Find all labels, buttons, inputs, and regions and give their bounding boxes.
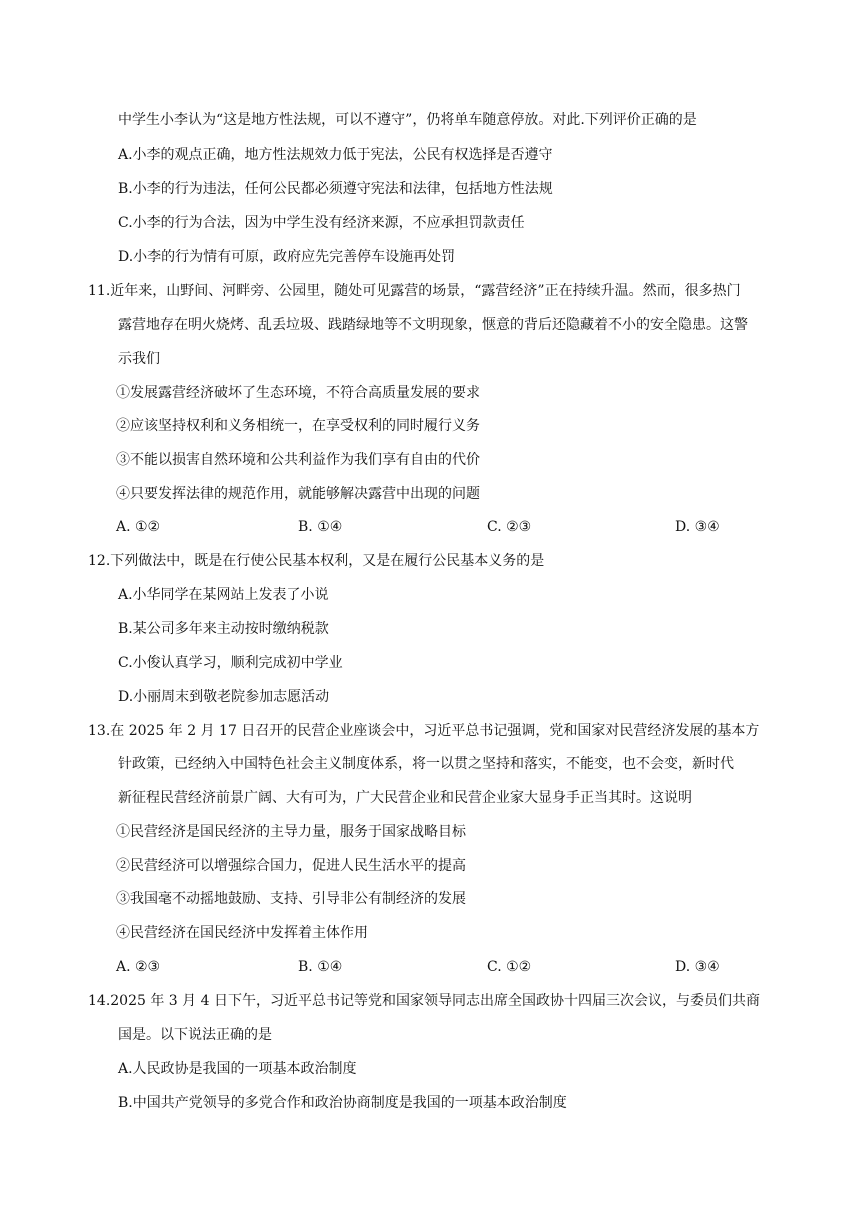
- q11-choice-b: B. ①④: [298, 519, 343, 535]
- q13-statement-1: ①民营经济是国民经济的主导力量，服务于国家战略目标: [116, 824, 466, 840]
- q14-option-b: B.中国共产党领导的多党合作和政治协商制度是我国的一项基本政治制度: [118, 1095, 567, 1111]
- q13-statement-2: ②民营经济可以增强综合国力，促进人民生活水平的提高: [116, 858, 466, 874]
- q11-choice-d: D. ③④: [675, 519, 720, 535]
- q13-choice-d: D. ③④: [675, 959, 720, 975]
- q13-statement-4: ④民营经济在国民经济中发挥着主体作用: [116, 925, 368, 941]
- q13-stem-line-3: 新征程民营经济前景广阔、大有可为，广大民营企业和民营企业家大显身手正当其时。这说明: [118, 790, 692, 806]
- q14-option-a: A.人民政协是我国的一项基本政治制度: [118, 1061, 357, 1077]
- q13-stem-line-1: 13.在 2025 年 2 月 17 日召开的民营企业座谈会中，习近平总书记强调，党和国家对民营经济发展的基本方: [88, 723, 760, 739]
- q12-stem: 12.下列做法中，既是在行使公民基本权利，又是在履行公民基本义务的是: [88, 553, 545, 569]
- q10-option-a: A.小李的观点正确，地方性法规效力低于宪法，公民有权选择是否遵守: [118, 147, 553, 163]
- q11-statement-3: ③不能以损害自然环境和公共利益作为我们享有自由的代价: [116, 452, 480, 468]
- q12-option-b: B.某公司多年来主动按时缴纳税款: [118, 621, 329, 637]
- q11-stem-line-1: 11.近年来，山野间、河畔旁、公园里，随处可见露营的场景，“露营经济”正在持续升温。然而，很多热门: [88, 283, 741, 299]
- q12-option-d: D.小丽周末到敬老院参加志愿活动: [118, 689, 330, 705]
- q13-choice-c: C. ①②: [487, 959, 532, 975]
- q14-stem-line-1: 14.2025 年 3 月 4 日下午，习近平总书记等党和国家领导同志出席全国政协十四届三次会议，与委员们共商: [88, 993, 760, 1009]
- q13-choice-a: A. ②③: [116, 959, 161, 975]
- q11-choice-a: A. ①②: [116, 519, 161, 535]
- q11-stem-line-3: 示我们: [118, 351, 160, 367]
- q10-option-c: C.小李的行为合法，因为中学生没有经济来源，不应承担罚款责任: [118, 215, 525, 231]
- q13-statement-3: ③我国毫不动摇地鼓励、支持、引导非公有制经济的发展: [116, 891, 466, 907]
- q14-stem-line-2: 国是。以下说法正确的是: [118, 1027, 272, 1043]
- q11-stem-line-2: 露营地存在明火烧烤、乱丢垃圾、践踏绿地等不文明现象，惬意的背后还隐藏着不小的安全隐患。这警: [118, 317, 748, 333]
- q12-option-c: C.小俊认真学习，顺利完成初中学业: [118, 655, 343, 671]
- q12-option-a: A.小华同学在某网站上发表了小说: [118, 587, 329, 603]
- q10-option-d: D.小李的行为情有可原，政府应先完善停车设施再处罚: [118, 249, 456, 265]
- q11-statement-4: ④只要发挥法律的规范作用，就能够解决露营中出现的问题: [116, 486, 480, 502]
- q13-choice-b: B. ①④: [298, 959, 343, 975]
- q11-statement-1: ①发展露营经济破坏了生态环境，不符合高质量发展的要求: [116, 385, 480, 401]
- q10-option-b: B.小李的行为违法，任何公民都必须遵守宪法和法律，包括地方性法规: [118, 181, 553, 197]
- q11-choice-c: C. ②③: [487, 519, 532, 535]
- q10-stem: 中学生小李认为“这是地方性法规，可以不遵守”，仍将单车随意停放。对此.下列评价正确的是: [118, 112, 697, 128]
- q11-statement-2: ②应该坚持权利和义务相统一，在享受权利的同时履行义务: [116, 418, 480, 434]
- q13-stem-line-2: 针政策，已经纳入中国特色社会主义制度体系，将一以贯之坚持和落实，不能变，也不会变，新时代: [118, 756, 734, 772]
